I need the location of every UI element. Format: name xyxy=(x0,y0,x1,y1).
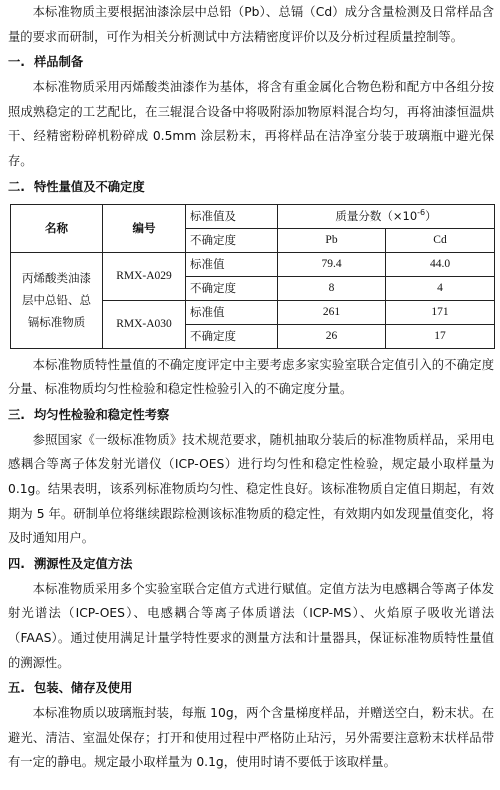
mass-fraction-exponent: -6 xyxy=(417,208,426,218)
table-cell-pb-value: 261 xyxy=(278,300,386,324)
table-header-mass-fraction xyxy=(278,204,495,228)
section-3-paragraph: 参照国家《一级标准物质》技术规范要求，随机抽取分装后的标准物质样品，采用电感耦合等离子体发射光谱仪（ICP-OES）进行均匀性和稳定性检验，规定最小取样量为 0.1g。结果表明，该系列标准物质均匀性、稳定性良好。该标准物质自定值日期起，有效期为 5 年。研制单位将继续跟踪检测该标准物质的稳定性，有效期内如发现量值变化，将及时通知用户。 xyxy=(8,432,494,546)
table-header-std-line1: 标准值及 xyxy=(186,204,278,228)
section-1-paragraph: 本标准物质采用丙烯酸类油漆作为基体，将含有重金属化合物色粉和配方中各组分按照成熟稳定的工艺配比，在三辊混合设备中将吸附添加物原料混合均匀，再将油漆恒温烘干、经精密粉碎机粉碎成 0.5mm 涂层粉末，再将样品在洁净室分装于玻璃瓶中避光保存。 xyxy=(8,80,494,168)
section-3-number: 三. xyxy=(8,407,25,422)
section-5-paragraph: 本标准物质以玻璃瓶封装，每瓶 10g，两个含量梯度样品，并赠送空白，粉末状。在避光、清洁、室温处保存；打开和使用过程中严格防止玷污，另外需要注意粉末状样品带有一定的静电。规定最小取样量为 0.1g，使用时请不要低于该取样量。 xyxy=(8,706,494,770)
table-cell-cd-uncertainty: 4 xyxy=(386,276,495,300)
section-3-heading xyxy=(8,402,494,428)
table-header-code: 编号 xyxy=(103,204,186,252)
section-4-heading xyxy=(8,551,494,577)
section-2-heading xyxy=(8,174,494,200)
table-cell-cd-value: 44.0 xyxy=(386,252,495,276)
section-4-paragraph: 本标准物质采用多个实验室联合定值方式进行赋值。定值方法为电感耦合等离子体发射光谱法（ICP-OES）、电感耦合等离子体质谱法（ICP-MS）、火焰原子吸收光谱法（FAAS）。通过使用满足计量学特性要求的测量方法和计量器具，保证标准物质特性量值的溯源性。 xyxy=(8,581,494,670)
table-header-pb: Pb xyxy=(278,228,386,252)
table-cell-pb-uncertainty: 26 xyxy=(278,324,386,348)
table-row-code: RMX-A030 xyxy=(103,300,186,348)
material-name-cell xyxy=(11,252,103,348)
mass-fraction-close: ） xyxy=(425,209,437,224)
material-name-line2: 层中总铅、总 xyxy=(22,293,91,308)
table-row-std-label: 标准值 xyxy=(186,252,278,276)
section-4-number: 四. xyxy=(8,556,25,571)
section-5-title: 包装、储存及使用 xyxy=(34,681,133,696)
intro-paragraph: 本标准物质主要根据油漆涂层中总铅（Pb）、总镉（Cd）成分含量检测及日常样品含量的要求而研制，可作为相关分析测试中方法精密度评价以及分析过程质量控制等。 xyxy=(8,5,494,44)
section-4-title: 溯源性及定值方法 xyxy=(34,556,133,571)
material-name-line1: 丙烯酸类油漆 xyxy=(22,271,91,286)
table-header-name: 名称 xyxy=(11,204,103,252)
table-row-code: RMX-A029 xyxy=(103,252,186,300)
section-3-title: 均匀性检验和稳定性考察 xyxy=(34,407,170,422)
table-row-unc-label: 不确定度 xyxy=(186,324,278,348)
section-5-number: 五. xyxy=(8,681,25,696)
table-row-unc-label: 不确定度 xyxy=(186,276,278,300)
mass-fraction-label: 质量分数（×10 xyxy=(335,209,418,224)
table-row-std-label: 标准值 xyxy=(186,300,278,324)
section-1-title: 样品制备 xyxy=(34,55,84,70)
section-5-heading xyxy=(8,675,494,701)
section-2-paragraph: 本标准物质特性量值的不确定度评定中主要考虑多家实验室联合定值引入的不确定度分量、标准物质均匀性检验和稳定性检验引入的不确定度分量。 xyxy=(8,357,494,397)
property-value-table xyxy=(10,204,495,349)
section-2-number: 二. xyxy=(8,179,25,194)
table-cell-cd-value: 171 xyxy=(386,300,495,324)
section-1-number: 一. xyxy=(8,55,25,70)
material-name-line3: 镉标准物质 xyxy=(27,315,86,330)
section-1-heading xyxy=(8,49,494,75)
table-header-std-line2: 不确定度 xyxy=(186,228,278,252)
table-cell-pb-value: 79.4 xyxy=(278,252,386,276)
table-cell-pb-uncertainty: 8 xyxy=(278,276,386,300)
table-header-cd: Cd xyxy=(386,228,495,252)
table-cell-cd-uncertainty: 17 xyxy=(386,324,495,348)
section-2-title: 特性量值及不确定度 xyxy=(34,179,145,194)
